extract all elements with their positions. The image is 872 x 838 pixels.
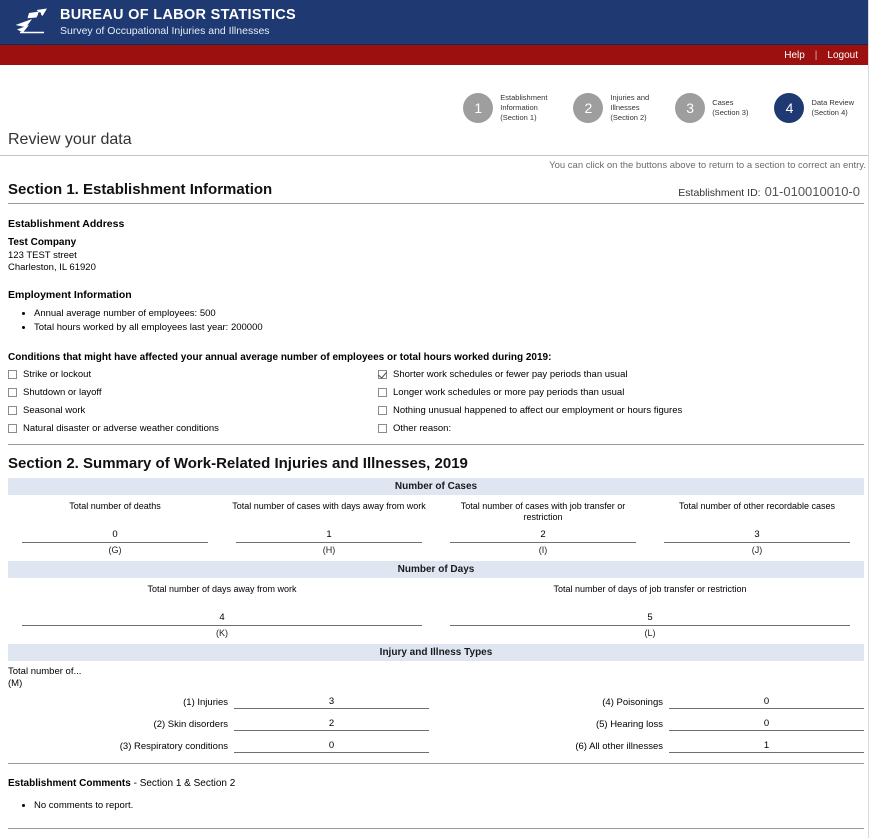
header-survey-name: Survey of Occupational Injuries and Illnesses xyxy=(60,25,270,38)
section1-bottom-divider xyxy=(8,444,864,445)
number-of-cases-cells xyxy=(8,495,864,555)
days-cell-k xyxy=(8,578,436,638)
checkbox-icon[interactable] xyxy=(8,406,17,415)
condition-longer-work-schedules[interactable] xyxy=(378,387,864,398)
cell-letter: (L) xyxy=(644,627,656,638)
comments-bottom-divider xyxy=(8,828,864,829)
days-cell-l xyxy=(436,578,864,638)
comments-list xyxy=(8,799,864,813)
stepper-step-1-label xyxy=(500,93,547,123)
nav-separator: | xyxy=(814,49,818,61)
type-row-skin-disorders xyxy=(8,718,429,731)
stepper-step-4-circle[interactable]: 4 xyxy=(774,93,804,123)
type-label: (3) Respiratory conditions xyxy=(119,741,228,753)
stepper-step-3-label xyxy=(712,98,748,118)
case-cell-g xyxy=(8,495,222,555)
cell-letter: (K) xyxy=(216,627,228,638)
stepper-step-1-line3: (Section 1) xyxy=(500,113,537,123)
condition-label: Seasonal work xyxy=(23,404,86,416)
number-of-days-cells xyxy=(8,578,864,638)
cell-label: Total number of other recordable cases xyxy=(678,500,836,511)
stepper-step-4-line1: Data Review xyxy=(811,97,854,107)
number-of-cases-band: Number of Cases xyxy=(8,478,864,495)
site-header xyxy=(0,0,872,45)
total-number-of-line2: (M) xyxy=(8,677,23,689)
total-number-of-line1: Total number of... xyxy=(8,665,82,677)
type-row-poisonings xyxy=(443,696,864,709)
checkbox-icon[interactable] xyxy=(8,370,17,379)
cell-value: 5 xyxy=(450,610,850,626)
total-number-of-label xyxy=(8,666,864,691)
stepper-step-2-circle[interactable]: 2 xyxy=(573,93,603,123)
cell-label: Total number of deaths xyxy=(69,500,161,511)
section2-bottom-divider xyxy=(8,763,864,764)
stepper-step-4-line2: (Section 4) xyxy=(811,108,848,117)
condition-strike-or-lockout[interactable] xyxy=(8,369,378,380)
company-name: Test Company xyxy=(8,237,77,248)
type-value: 0 xyxy=(669,718,864,731)
stepper-step-4[interactable] xyxy=(774,93,854,123)
type-label: (6) All other illnesses xyxy=(575,741,663,753)
condition-label: Nothing unusual happened to affect our employment or hours figures xyxy=(393,404,683,416)
type-row-hearing-loss xyxy=(443,718,864,731)
cell-value: 1 xyxy=(236,527,422,543)
condition-shutdown-or-layoff[interactable] xyxy=(8,387,378,398)
checkbox-icon[interactable] xyxy=(378,388,387,397)
stepper-step-3-line1: Cases xyxy=(712,97,734,107)
list-item: • No comments to report. xyxy=(34,799,864,813)
title-divider xyxy=(0,155,872,156)
cell-value: 2 xyxy=(450,527,636,543)
cell-label: Total number of cases with job transfer or restriction xyxy=(460,500,626,523)
type-row-all-other-illnesses xyxy=(443,740,864,753)
type-label: (5) Hearing loss xyxy=(595,719,663,731)
condition-label: Shorter work schedules or fewer pay periods than usual xyxy=(393,368,628,380)
conditions-checkbox-grid xyxy=(8,369,864,434)
checkbox-icon[interactable] xyxy=(378,406,387,415)
type-value: 3 xyxy=(234,696,429,709)
condition-shorter-work-schedules[interactable] xyxy=(378,369,864,380)
type-label: (1) Injuries xyxy=(183,697,228,709)
section-stepper xyxy=(0,77,872,139)
case-cell-h xyxy=(222,495,436,555)
cell-letter: (H) xyxy=(322,544,336,555)
stepper-step-1-line2: Information xyxy=(500,102,538,112)
header-agency-title: BUREAU OF LABOR STATISTICS xyxy=(60,6,297,23)
logout-link[interactable]: Logout xyxy=(827,49,858,61)
type-value: 2 xyxy=(234,718,429,731)
type-value: 1 xyxy=(669,740,864,753)
stepper-step-3[interactable] xyxy=(675,93,748,123)
bls-eagle-logo xyxy=(14,7,50,37)
cell-letter: (G) xyxy=(108,544,122,555)
condition-natural-disaster[interactable] xyxy=(8,423,378,434)
case-cell-j xyxy=(650,495,864,555)
type-label: (2) Skin disorders xyxy=(153,719,228,731)
page-right-edge xyxy=(868,0,872,838)
stepper-hint-text: You can click on the buttons above to return to a section to correct an entry. xyxy=(549,160,866,171)
type-value: 0 xyxy=(669,696,864,709)
establishment-address-heading: Establishment Address xyxy=(8,218,125,230)
condition-label: Other reason: xyxy=(393,422,452,434)
checkbox-icon[interactable] xyxy=(378,424,387,433)
number-of-days-band: Number of Days xyxy=(8,561,864,578)
establishment-address xyxy=(8,236,864,275)
stepper-step-2-line2: Illnesses xyxy=(610,102,640,112)
address-city-state-zip: Charleston, IL 61920 xyxy=(8,262,96,274)
section2-heading: Section 2. Summary of Work-Related Injuries and Illnesses, 2019 xyxy=(8,454,468,472)
condition-label: Longer work schedules or more pay periods than usual xyxy=(393,386,625,398)
condition-label: Strike or lockout xyxy=(23,368,92,380)
address-street: 123 TEST street xyxy=(8,249,77,261)
stepper-step-2-line1: Injuries and xyxy=(610,92,650,102)
injury-types-grid xyxy=(8,696,864,759)
conditions-question: Conditions that might have affected your annual average number of employees or total hours worked during 2019: xyxy=(8,351,552,363)
cell-label: Total number of days of job transfer or restriction xyxy=(553,583,747,594)
cell-letter: (I) xyxy=(538,544,548,555)
type-label: (4) Poisonings xyxy=(602,697,663,709)
cell-value: 4 xyxy=(22,610,422,626)
establishment-id-value: 01-010010010-0 xyxy=(764,184,860,199)
stepper-step-2-label xyxy=(610,93,649,123)
checkbox-icon[interactable] xyxy=(8,388,17,397)
cell-value: 3 xyxy=(664,527,850,543)
help-link[interactable]: Help xyxy=(784,49,805,61)
condition-nothing-unusual[interactable] xyxy=(378,405,864,416)
injury-illness-types-band: Injury and Illness Types xyxy=(8,644,864,661)
utility-nav-bar xyxy=(0,45,872,65)
establishment-id-label: Establishment ID: xyxy=(678,187,761,199)
case-cell-i xyxy=(436,495,650,555)
checkbox-checked-icon[interactable] xyxy=(378,370,387,379)
comments-heading-bold: Establishment Comments xyxy=(8,778,131,790)
stepper-step-2[interactable] xyxy=(573,93,649,123)
employment-info-heading: Employment Information xyxy=(8,289,132,302)
cell-label: Total number of days away from work xyxy=(147,583,297,594)
condition-label: Natural disaster or adverse weather conditions xyxy=(23,422,219,434)
list-item: • Annual average number of employees: 500 xyxy=(34,307,864,321)
stepper-step-1-circle[interactable]: 1 xyxy=(463,93,493,123)
type-row-respiratory-conditions xyxy=(8,740,429,753)
condition-seasonal-work[interactable] xyxy=(8,405,378,416)
stepper-step-1-line1: Establishment xyxy=(500,92,548,102)
checkbox-icon[interactable] xyxy=(8,424,17,433)
condition-other-reason[interactable] xyxy=(378,423,864,434)
page-title: Review your data xyxy=(8,131,132,148)
section1-heading: Section 1. Establishment Information xyxy=(8,181,273,198)
cell-value: 0 xyxy=(22,527,208,543)
employment-info-list xyxy=(8,307,864,336)
list-item: • Total hours worked by all employees last year: 200000 xyxy=(34,321,864,335)
stepper-step-4-label xyxy=(811,98,854,118)
type-row-injuries xyxy=(8,696,429,709)
cell-label: Total number of cases with days away from work xyxy=(232,500,426,511)
type-value: 0 xyxy=(234,740,429,753)
stepper-step-1[interactable] xyxy=(463,93,547,123)
stepper-step-3-line2: (Section 3) xyxy=(712,108,749,117)
stepper-step-2-line3: (Section 2) xyxy=(610,113,647,123)
establishment-comments-heading xyxy=(8,778,864,789)
stepper-step-3-circle[interactable]: 3 xyxy=(675,93,705,123)
section1-divider xyxy=(8,203,864,204)
cell-letter: (J) xyxy=(751,544,763,555)
comments-heading-rest: - Section 1 & Section 2 xyxy=(130,778,236,790)
condition-label: Shutdown or layoff xyxy=(23,386,102,398)
